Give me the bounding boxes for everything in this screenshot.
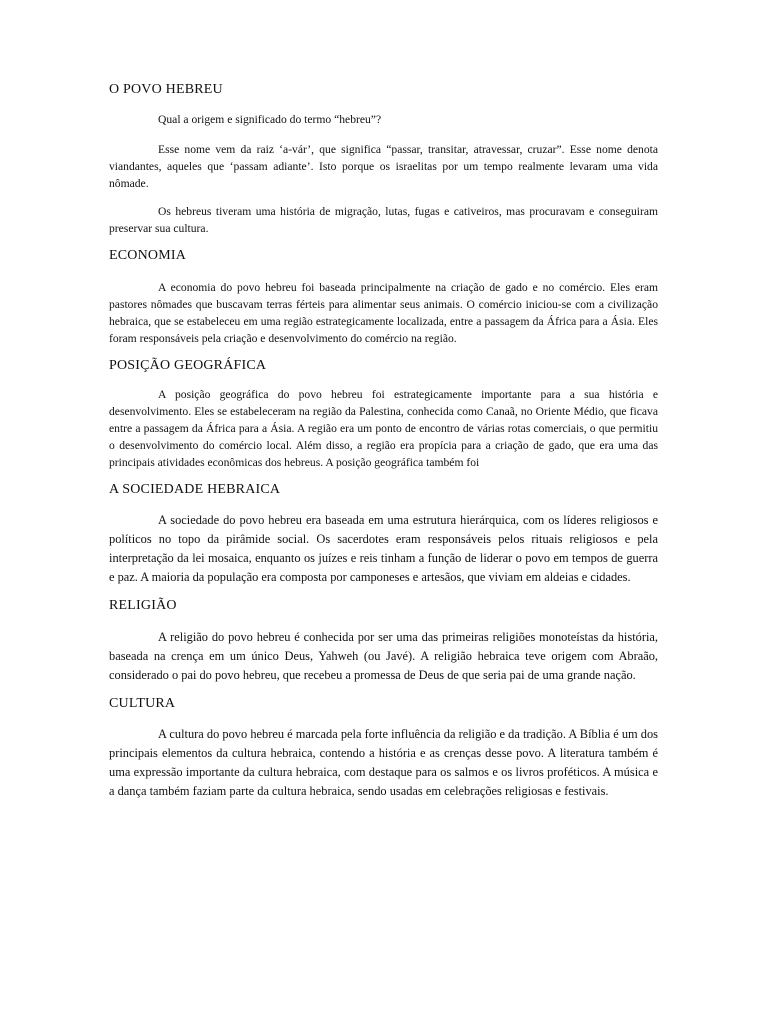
section-posicao-geografica <box>109 358 658 471</box>
question-paragraph: Qual a origem e significado do termo “hebreu”? <box>158 113 382 126</box>
section-cultura <box>109 696 658 801</box>
section-o-povo-hebreu <box>109 82 658 237</box>
section-religiao <box>109 598 658 685</box>
section-heading: A SOCIEDADE HEBRAICA <box>109 482 281 497</box>
section-heading: RELIGIÃO <box>109 598 177 613</box>
paragraph: Esse nome vem da raiz ‘a-vár’, que significa “passar, transitar, atravessar, cruzar”. Esse nome denota viandantes, aqueles que ‘passam adiante’. Isto porque os israelitas por um tempo realmente levaram uma vida nômade. <box>109 143 658 190</box>
paragraph: A religião do povo hebreu é conhecida por ser uma das primeiras religiões monoteístas da história, baseada na crença em um único Deus, Yahweh (ou Javé). A religião hebraica teve origem com Abraão, considerado o pai do povo hebreu, que recebeu a promessa de Deus de que seria pai de uma grande nação. <box>109 630 658 682</box>
paragraph: A sociedade do povo hebreu era baseada em uma estrutura hierárquica, com os líderes religiosos e políticos no topo da pirâmide social. Os sacerdotes eram responsáveis pelos rituais religiosos e pela interpretação da lei mosaica, enquanto os juízes e reis tinham a função de liderar o povo em tempos de guerra e paz. A maioria da população era composta por camponeses e artesãos, que viviam em aldeias e cidades. <box>109 513 658 584</box>
section-heading: CULTURA <box>109 696 176 711</box>
section-heading: ECONOMIA <box>109 248 187 263</box>
paragraph: A posição geográfica do povo hebreu foi estrategicamente importante para a sua história e desenvolvimento. Eles se estabeleceram na região da Palestina, conhecida como Canaã, no Oriente Médio, que ficava entre a passagem da África para a Ásia. A região era um ponto de encontro de várias rotas comerciais, o que permitiu o desenvolvimento do comércio local. Além disso, a região era propícia para a criação de gado, que era uma das principais atividades econômicas dos hebreus. A posição geográfica também foi <box>109 388 658 469</box>
paragraph: Os hebreus tiveram uma história de migração, lutas, fugas e cativeiros, mas procuravam e conseguiram preservar sua cultura. <box>109 205 658 235</box>
paragraph: A economia do povo hebreu foi baseada principalmente na criação de gado e no comércio. Eles eram pastores nômades que buscavam terras férteis para alimentar seus animais. O comércio iniciou-se com a civilização hebraica, que se estabeleceu em uma região estrategicamente localizada, entre a passagem da África para a Ásia. Eles foram responsáveis pela criação e desenvolvimento do comércio na região. <box>109 281 658 345</box>
section-heading: POSIÇÃO GEOGRÁFICA <box>109 358 267 373</box>
document-page <box>109 82 658 812</box>
section-sociedade-hebraica <box>109 482 658 587</box>
paragraph: A cultura do povo hebreu é marcada pela forte influência da religião e da tradição. A Bíblia é um dos principais elementos da cultura hebraica, contendo a história e as crenças desse povo. A literatura também é uma expressão importante da cultura hebraica, com destaque para os salmos e os livros proféticos. A música e a dança também faziam parte da cultura hebraica, sendo usadas em celebrações religiosas e festivais. <box>109 727 658 798</box>
section-economia <box>109 248 658 347</box>
section-heading: O POVO HEBREU <box>109 82 223 97</box>
